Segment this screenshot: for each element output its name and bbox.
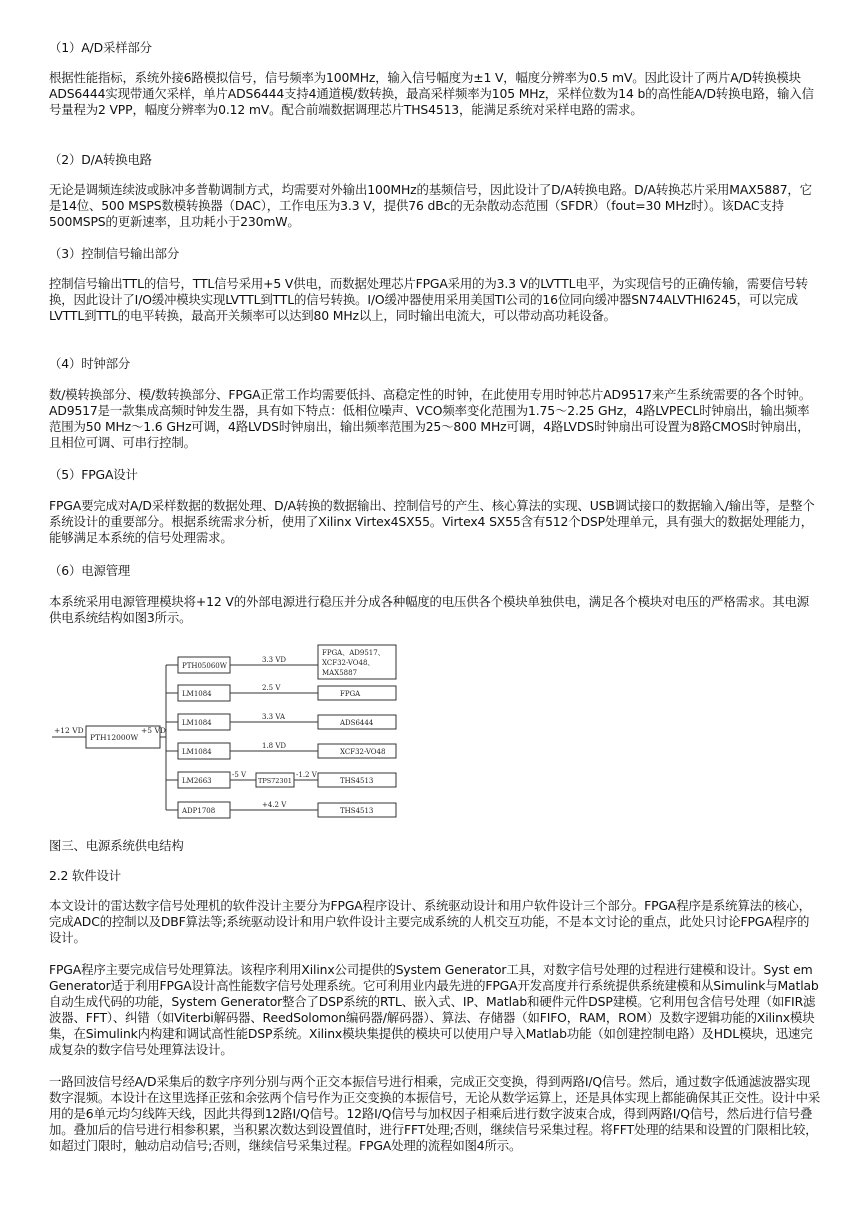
voltage-label: 3.3 VD [262,656,287,664]
section-heading: （2）D/A转换电路 [49,152,152,167]
regulator-label: ADP1708 [182,807,216,815]
load-label: FPGA、AD9517、 [322,649,385,657]
paragraph: 无论是调频连续波或脉冲多普勒调制方式，均需要对外输出100MHz的基频信号，因此设计了D/A转换电路。D/A转换芯片采用MAX5887，它是14位、500 MSPS数模转换器（DAC），工作电压为3.3 V，提供76 dBc的无杂散动态范围（SFDR）（fout=30 MHz时）。该DAC支持500MSPS的更新速率，且功耗小于230mW。 [49,182,812,229]
paragraph: 根据性能指标，系统外接6路模拟信号，信号频率为100MHz，输入信号幅度为±1 V，幅度分辨率为0.5 mV。因此设计了两片A/D转换模块ADS6444实现带通欠采样，单片ADS6444支持4通道模/数转换，最高采样频率为105 MHz，采样位数为14 b的高性能A/D转换电路，输入信号量程为2 VPP，幅度分辨率为0.12 mV。配合前端数据调理芯片THS4513，能满足系统对采样电路的需求。 [49,70,814,117]
load-label: THS4513 [340,777,374,785]
diagram-rows [166,645,396,818]
section-heading: （3）控制信号输出部分 [49,246,180,261]
voltage-label: 3.3 VA [262,713,285,721]
voltage-label: 1.8 VD [262,742,287,750]
paragraph: FPGA要完成对A/D采样数据的数据处理、D/A转换的数据输出、控制信号的产生、核心算法的实现、USB调试接口的数据输入/输出等，是整个系统设计的重要部分。根据系统需求分析，使用了Xilinx Virtex4SX55。Virtex4 SX55含有512个DSP处理单元，具有强大的数据处理能力，能够满足本系统的信号处理需求。 [49,498,815,545]
regulator-label: LM1084 [182,719,212,727]
regulator-label: LM2663 [182,777,212,785]
power-supply-diagram [48,640,408,825]
voltage-label: 2.5 V [262,684,281,692]
load-label: XCF32-VO48 [340,748,386,756]
mid-regulator-label: TPS72301 [258,777,292,785]
load-label: MAX5887 [322,669,358,677]
regulator-label: LM1084 [182,690,212,698]
voltage-label: -1.2 V [296,771,317,779]
section-heading: （4）时钟部分 [49,356,131,371]
paragraph: 本系统采用电源管理模块将+12 V的外部电源进行稳压并分成各种幅度的电压供各个模块单独供电，满足各个模块对电压的严格需求。其电源供电系统结构如图3所示。 [49,594,810,625]
paragraph: 数/模转换部分、模/数转换部分、FPGA正常工作均需要低抖、高稳定性的时钟，在此使用专用时钟芯片AD9517来产生系统需要的各个时钟。AD9517是一款集成高频时钟发生器，具有如下特点：低相位噪声、VCO频率变化范围为1.75～2.25 GHz，4路LVPECL时钟扇出，输出频率范围为50 MHz～1.6 GHz可调，4路LVDS时钟扇出，输出频率范围为25～800 MHz可调，4路LVDS时钟扇出可设置为8路CMOS时钟扇出，且相位可调、可串行控制。 [49,387,812,450]
load-label: XCF32-VO48、 [322,659,375,667]
section-heading: 2.2 软件设计 [49,868,122,883]
main-module-label: PTH12000W [90,733,139,742]
section-heading: （5）FPGA设计 [49,467,138,482]
voltage-label: +4.2 V [262,801,287,809]
section-heading: （1）A/D采样部分 [49,40,152,55]
paragraph: FPGA程序主要完成信号处理算法。该程序利用Xilinx公司提供的System Generator工具，对数字信号处理的过程进行建模和设计。Syst em Generator适于利用FPGA设计高性能数字信号处理系统。它可利用业内最先进的FPGA开发高度并行系统提供系统建模和从Simulink与Matlab自动生成代码的功能，System Generator整合了DSP系统的RTL、嵌入式、IP、Matlab和硬件元件DSP建模。它利用包含信号处理（如FIR滤波器、FFT）、纠错（如Viterbi解码器、ReedSolomon编码器/解码器）、算法、存储器（如FIFO，RAM，ROM）及数字逻辑功能的Xilinx模块集，在Simulink内构建和调试高性能DSP系统。Xilinx模块集提供的模块可以使用户导入Matlab功能（如创建控制电路）及HDL模块，迅速完成复杂的数字信号处理算法设计。 [49,962,819,1057]
regulator-label: PTH05060W [182,662,227,670]
paragraph: 控制信号输出TTL的信号，TTL信号采用+5 V供电，而数据处理芯片FPGA采用的为3.3 V的LVTTL电平，为实现信号的正确传输，需要信号转换，因此设计了I/O缓冲模块实现LVTTL到TTL的信号转换。I/O缓冲器使用采用美国TI公司的16位同向缓冲器SN74ALVTHI6245，可以完成LVTTL到TTL的电平转换，最高开关频率可以达到80 MHz以上，同时输出电流大，可以带动高功耗设备。 [49,276,808,323]
section-heading: 图三、电源系统供电结构 [49,838,184,853]
regulator-label: LM1084 [182,748,212,756]
load-label: THS4513 [340,807,374,815]
main-output-label: +5 VD [141,726,166,735]
input-label: +12 VD [54,726,84,735]
load-label: ADS6444 [340,719,374,727]
paragraph: 本文设计的雷达数字信号处理机的软件没计主要分为FPGA程序设计、系统驱动设计和用户软件设计三个部分。FPGA程序是系统算法的核心，完成ADC的控制以及DBF算法等;系统驱动设计和用户软件设计主要完成系统的人机交互功能，不是本文讨论的重点，此处只讨论FPGA程序的设计。 [49,898,811,945]
paragraph: 一路回波信号经A/D采集后的数字序列分别与两个正交本振信号进行相乘，完成正交变换，得到两路I/Q信号。然后，通过数字低通滤波器实现数字混频。本设计在这里选择正弦和余弦两个信号作为正交变换的本振信号，无论从数学运算上，还是具体实现上都能确保其正交性。设计中采用的是6单元均匀线阵天线，因此共得到12路I/Q信号。12路I/Q信号与加权因子相乘后进行数字波束合成，得到两路I/Q信号，然后进行信号叠加。叠加后的信号进行相参积累，当积累次数达到设置值时，进行FFT处理;否则，继续信号采集过程。将FFT处理的结果和设置的门限相比较，如超过门限时，触动启动信号;否则，继续信号采集过程。FPGA处理的流程如图4所示。 [49,1074,821,1153]
load-label: FPGA [340,690,361,698]
section-heading: （6）电源管理 [49,563,131,578]
voltage-label: -5 V [232,771,247,779]
